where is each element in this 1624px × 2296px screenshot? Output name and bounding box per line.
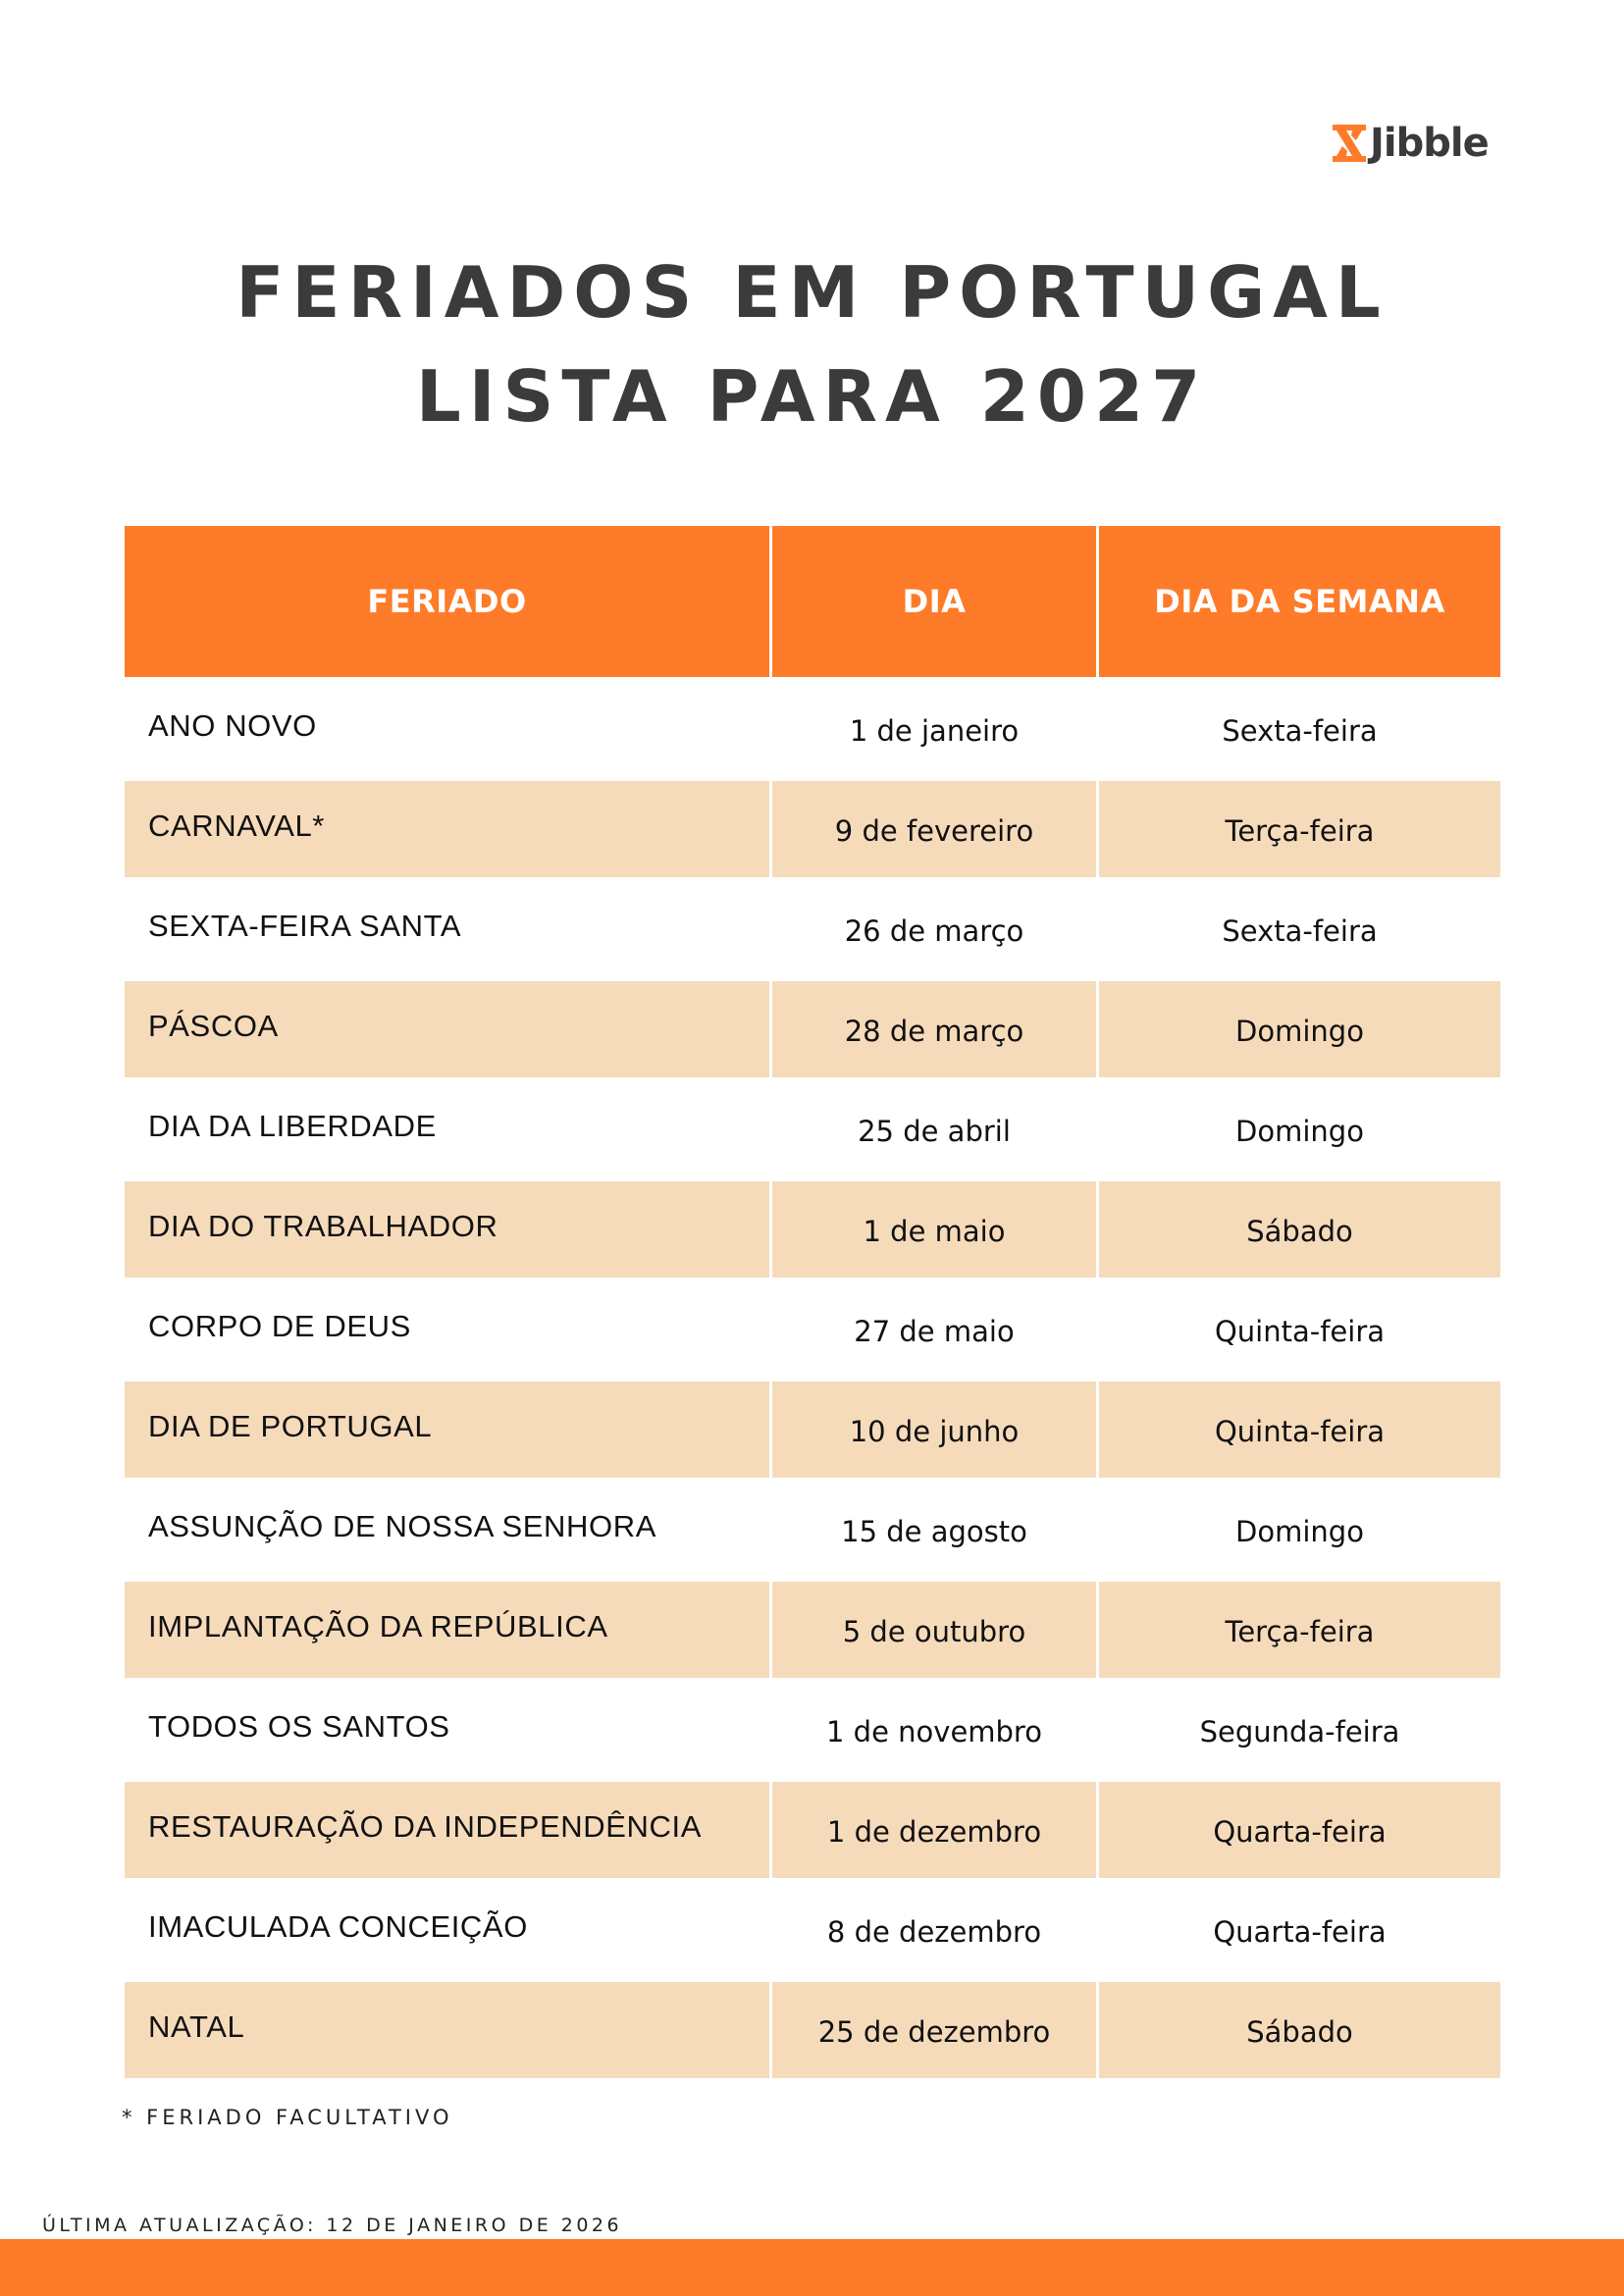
- holiday-weekday: Terça-feira: [1099, 781, 1500, 877]
- column-header-date: DIA: [772, 526, 1096, 677]
- holidays-table: [125, 526, 1498, 2078]
- holiday-name: DIA DA LIBERDADE: [148, 1109, 437, 1143]
- holiday-weekday: Quarta-feira: [1213, 1915, 1387, 1949]
- holiday-name: IMPLANTAÇÃO DA REPÚBLICA: [125, 1582, 769, 1678]
- title-line-2: LISTA PARA 2027: [415, 355, 1209, 438]
- column-header-holiday: FERIADO: [125, 526, 769, 677]
- table-row: [125, 1882, 1498, 1978]
- holiday-weekday: Domingo: [1099, 981, 1500, 1077]
- holiday-name: PÁSCOA: [125, 981, 769, 1077]
- title-line-1: FERIADOS EM PORTUGAL: [236, 251, 1388, 334]
- table-row: [125, 1382, 1498, 1478]
- holiday-date: 15 de agosto: [841, 1515, 1027, 1548]
- holiday-name: DIA DE PORTUGAL: [125, 1382, 769, 1478]
- table-row: [125, 1482, 1498, 1578]
- table-row: [125, 1181, 1498, 1278]
- holiday-date: 1 de maio: [772, 1181, 1096, 1278]
- holiday-weekday: Sexta-feira: [1222, 914, 1378, 948]
- holiday-date: 5 de outubro: [772, 1582, 1096, 1678]
- holiday-date: 25 de abril: [858, 1115, 1011, 1148]
- holiday-name: ASSUNÇÃO DE NOSSA SENHORA: [148, 1509, 657, 1543]
- holiday-date: 1 de janeiro: [849, 714, 1020, 748]
- table-row: [125, 781, 1498, 877]
- holiday-name: DIA DO TRABALHADOR: [125, 1181, 769, 1278]
- optional-holiday-footnote: * FERIADO FACULTATIVO: [122, 2106, 453, 2129]
- holiday-date: 27 de maio: [854, 1315, 1015, 1348]
- holiday-weekday: Domingo: [1235, 1115, 1364, 1148]
- column-header-weekday: DIA DA SEMANA: [1099, 526, 1500, 677]
- holiday-name: SEXTA-FEIRA SANTA: [148, 909, 462, 943]
- holiday-weekday: Sábado: [1099, 1982, 1500, 2078]
- holiday-weekday: Quinta-feira: [1214, 1315, 1386, 1348]
- table-row: [125, 1281, 1498, 1378]
- holiday-date: 9 de fevereiro: [772, 781, 1096, 877]
- holiday-name: RESTAURAÇÃO DA INDEPENDÊNCIA: [125, 1782, 769, 1878]
- hourglass-icon: [1333, 125, 1366, 162]
- table-row: [125, 1682, 1498, 1778]
- holiday-weekday: Segunda-feira: [1199, 1715, 1400, 1748]
- holiday-name: CORPO DE DEUS: [148, 1309, 411, 1343]
- table-row: [125, 881, 1498, 977]
- table-row: [125, 681, 1498, 777]
- holiday-weekday: Sexta-feira: [1222, 714, 1378, 748]
- holiday-date: 10 de junho: [772, 1382, 1096, 1478]
- holiday-date: 8 de dezembro: [826, 1915, 1042, 1949]
- table-row: [125, 1081, 1498, 1177]
- table-body: [125, 681, 1498, 2078]
- holiday-date: 1 de dezembro: [772, 1782, 1096, 1878]
- holiday-name: ANO NOVO: [148, 708, 317, 743]
- table-header: [125, 526, 1498, 677]
- holiday-name: TODOS OS SANTOS: [148, 1709, 450, 1744]
- page-title: [0, 240, 1624, 448]
- jibble-logo: [1333, 121, 1489, 166]
- holiday-date: 25 de dezembro: [772, 1982, 1096, 2078]
- brand-name: Jibble: [1370, 121, 1489, 166]
- table-row: [125, 1982, 1498, 2078]
- holiday-date: 1 de novembro: [826, 1715, 1042, 1748]
- holiday-weekday: Quarta-feira: [1099, 1782, 1500, 1878]
- last-updated-text: ÚLTIMA ATUALIZAÇÃO: 12 DE JANEIRO DE 2026: [42, 2215, 623, 2236]
- holiday-weekday: Sábado: [1099, 1181, 1500, 1278]
- holiday-name: NATAL: [125, 1982, 769, 2078]
- footer-accent-bar: [0, 2239, 1624, 2296]
- holiday-name: CARNAVAL*: [125, 781, 769, 877]
- holiday-weekday: Domingo: [1235, 1515, 1364, 1548]
- holiday-weekday: Terça-feira: [1099, 1582, 1500, 1678]
- holiday-date: 26 de março: [844, 914, 1024, 948]
- table-row: [125, 1782, 1498, 1878]
- holiday-weekday: Quinta-feira: [1099, 1382, 1500, 1478]
- table-row: [125, 1582, 1498, 1678]
- holiday-name: IMACULADA CONCEIÇÃO: [148, 1909, 528, 1944]
- holiday-date: 28 de março: [772, 981, 1096, 1077]
- table-row: [125, 981, 1498, 1077]
